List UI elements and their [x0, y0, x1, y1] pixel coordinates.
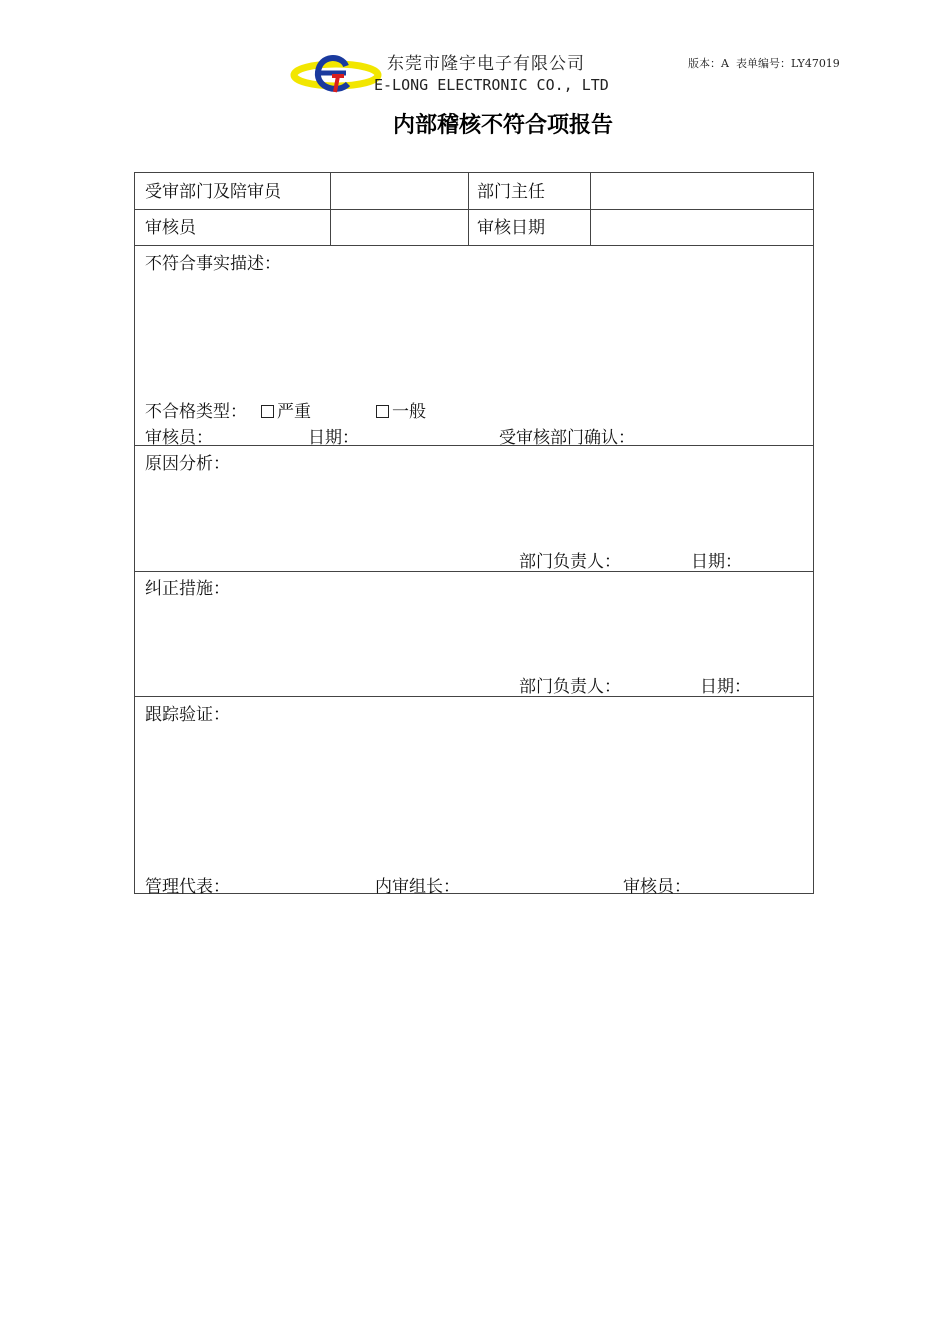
form-number: 表单编号：LY47019 — [735, 57, 840, 70]
auditor-field[interactable] — [331, 210, 467, 244]
auditor-label: 审核员 — [145, 218, 196, 238]
verification-label: 跟踪验证： — [145, 705, 230, 725]
mgmt-rep-label: 管理代表： — [145, 877, 230, 897]
general-label: 一般 — [392, 402, 426, 422]
nonconformity-label: 不符合事实描述： — [145, 254, 281, 274]
company-name-en: E-LONG ELECTRONIC CO., LTD — [374, 76, 609, 94]
cause-date-label: 日期： — [691, 552, 742, 572]
serious-option[interactable] — [261, 397, 311, 422]
lead-auditor-label: 内审组长： — [375, 877, 460, 897]
version-label: 版本：A — [688, 57, 729, 70]
company-logo — [290, 52, 382, 98]
dept-confirm-label: 受审核部门确认： — [499, 428, 635, 448]
document-title: 内部稽核不符合项报告 — [392, 113, 613, 138]
row-divider — [135, 245, 813, 246]
cause-analysis-label: 原因分析： — [145, 454, 230, 474]
general-checkbox[interactable] — [376, 405, 389, 418]
cause-dept-head-label: 部门负责人： — [519, 552, 621, 572]
audited-dept-field[interactable] — [331, 174, 467, 208]
dept-head-label: 部门主任 — [477, 182, 545, 202]
audit-date-label: 审核日期 — [477, 218, 545, 238]
nc-date-label: 日期： — [308, 428, 359, 448]
row-divider — [135, 445, 813, 446]
company-name-cn: 东莞市隆宇电子有限公司 — [387, 54, 585, 74]
verification-auditor-label: 审核员： — [623, 877, 691, 897]
serious-label: 严重 — [277, 402, 311, 422]
verification-field[interactable] — [145, 722, 805, 862]
dept-head-field[interactable] — [591, 174, 813, 208]
corrective-action-field[interactable] — [145, 596, 805, 666]
nonconformity-type-label: 不合格类型： — [145, 402, 247, 422]
audit-date-field[interactable] — [591, 210, 813, 244]
form-info — [688, 55, 840, 71]
general-option[interactable] — [376, 397, 426, 422]
audit-form — [134, 172, 814, 897]
corrective-dept-head-label: 部门负责人： — [519, 677, 621, 697]
nc-auditor-label: 审核员： — [145, 428, 213, 448]
col-divider — [468, 173, 469, 245]
corrective-action-label: 纠正措施： — [145, 579, 230, 599]
audited-dept-label: 受审部门及陪审员 — [145, 182, 281, 202]
cause-analysis-field[interactable] — [145, 471, 805, 541]
corrective-date-label: 日期： — [700, 677, 751, 697]
nonconformity-description-field[interactable] — [145, 271, 805, 391]
serious-checkbox[interactable] — [261, 405, 274, 418]
